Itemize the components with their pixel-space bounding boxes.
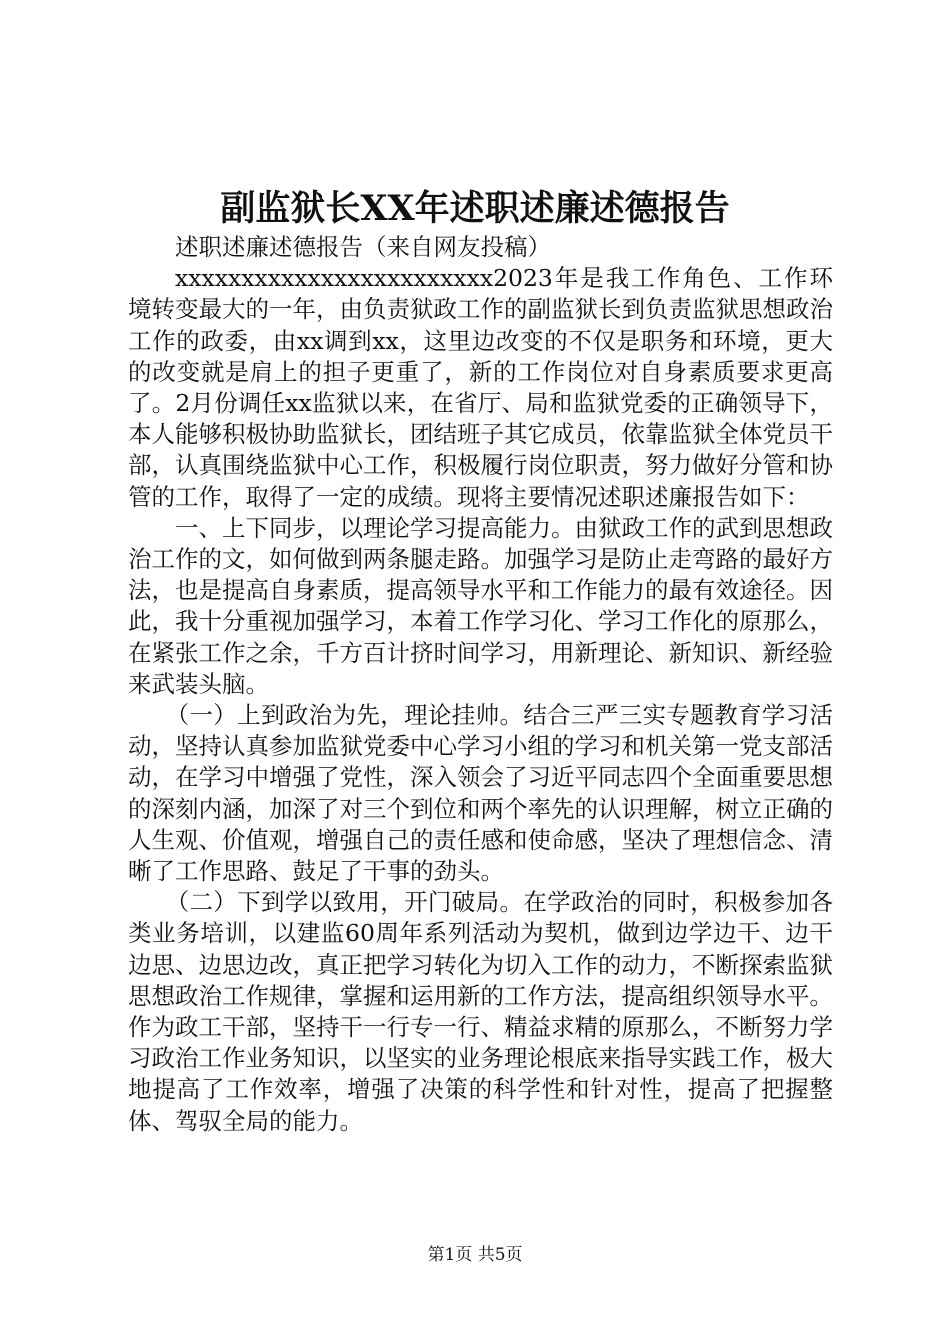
- page-number-footer: 第1页 共5页: [427, 1245, 523, 1265]
- section-one-paragraph: 一、上下同步，以理论学习提高能力。由狱政工作的武到思想政治工作的文，如何做到两条腿走路。加强学习是防止走弯路的最好方法，也是提高自身素质，提高领导水平和工作能力的最有效途径。因此，我十分重视加强学习，本着工作学习化、学习工作化的原那么，在紧张工作之余，千方百计挤时间学习，用新理论、新知识、新经验来武装头脑。: [128, 513, 833, 698]
- subsection-one-paragraph: （一）上到政治为先，理论挂帅。结合三严三实专题教育学习活动，坚持认真参加监狱党委中心学习小组的学习和机关第一党支部活动，在学习中增强了党性，深入领会了习近平同志四个全面重要思想的深刻内涵，加深了对三个到位和两个率先的认识理解，树立正确的人生观、价值观，增强自己的责任感和使命感，坚决了理想信念、清晰了工作思路、鼓足了干事的劲头。: [128, 701, 833, 886]
- subsection-two-paragraph: （二）下到学以致用，开门破局。在学政治的同时，积极参加各类业务培训，以建监60周年系列活动为契机，做到边学边干、边干边思、边思边改，真正把学习转化为切入工作的动力，不断探索监狱思想政治工作规律，掌握和运用新的工作方法，提高组织领导水平。作为政工干部，坚持干一行专一行、精益求精的原那么，不断努力学习政治工作业务知识，以坚实的业务理论根底来指导实践工作，极大地提高了工作效率，增强了决策的科学性和针对性，提高了把握整体、驾驭全局的能力。: [128, 888, 833, 1135]
- intro-paragraph: xxxxxxxxxxxxxxxxxxxxxxxx2023年是我工作角色、工作环境转变最大的一年，由负责狱政工作的副监狱长到负责监狱思想政治工作的政委，由xx调到xx，这里边改变的不仅是职务和环境，更大的改变就是肩上的担子更重了，新的工作岗位对自身素质要求更高了。2月份调任xx监狱以来，在省厅、局和监狱党委的正确领导下，本人能够积极协助监狱长，团结班子其它成员，依靠监狱全体党员干部，认真围绕监狱中心工作，积极履行岗位职责，努力做好分管和协管的工作，取得了一定的成绩。现将主要情况述职述廉报告如下：: [128, 264, 833, 511]
- document-body: [128, 232, 833, 1137]
- document-title: 副监狱长XX年述职述廉述德报告: [220, 188, 730, 229]
- subtitle-paragraph: 述职述廉述德报告（来自网友投稿）: [175, 233, 551, 261]
